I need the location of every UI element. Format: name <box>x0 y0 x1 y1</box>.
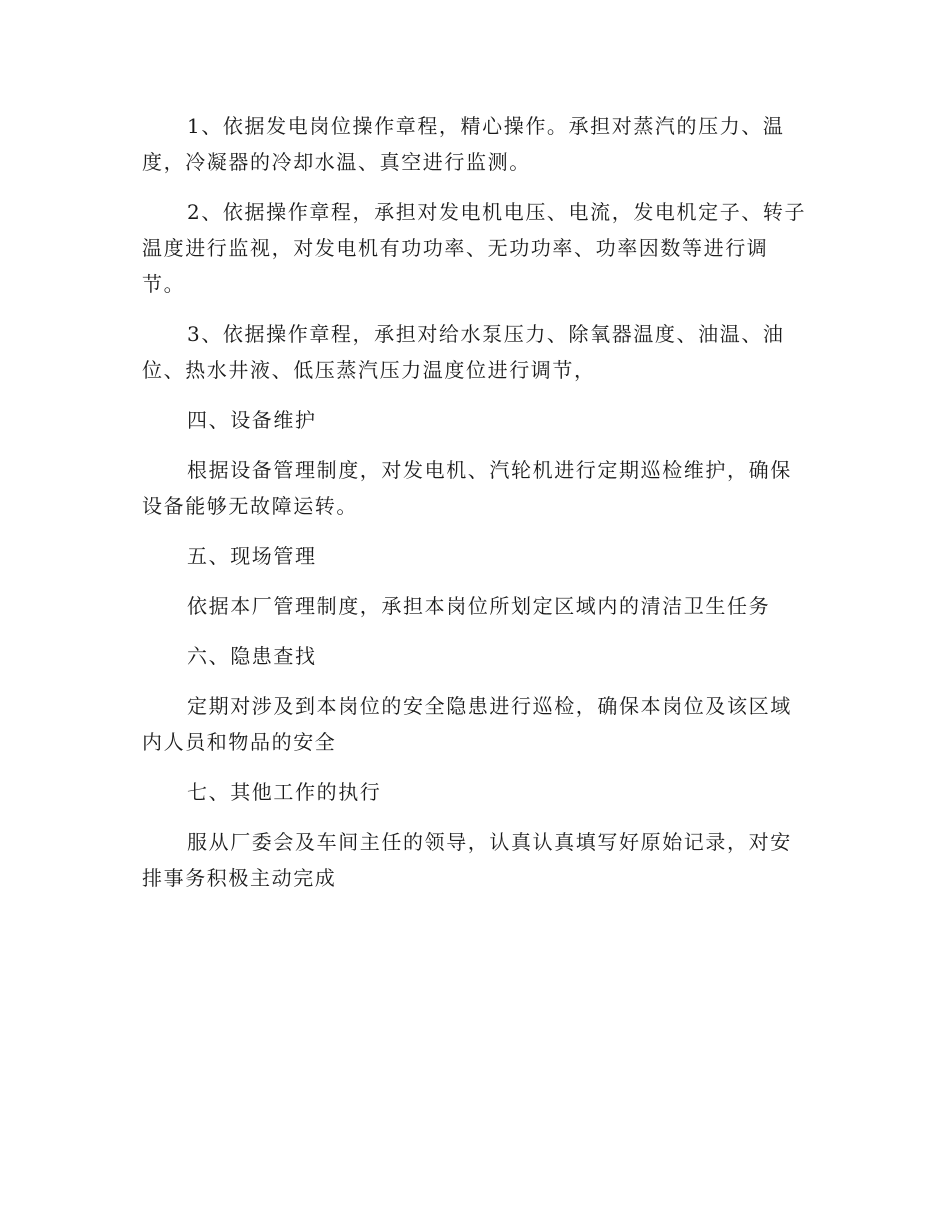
paragraph-equipment-maintenance: 根据设备管理制度，对发电机、汽轮机进行定期巡检维护，确保设备能够无故障运转。 <box>142 458 792 518</box>
paragraph-steam-monitoring: 1、依据发电岗位操作章程，精心操作。承担对蒸汽的压力、温度，冷凝器的冷却水温、真空进行监测。 <box>142 114 785 174</box>
paragraph-hazard-inspection: 定期对涉及到本岗位的安全隐患进行巡检，确保本岗位及该区域内人员和物品的安全 <box>142 694 792 754</box>
paragraph-pump-adjustment: 3、依据操作章程，承担对给水泵压力、除氧器温度、油温、油位、热水井液、低压蒸汽压力温度位进行调节， <box>142 322 785 382</box>
paragraph-generator-monitoring: 2、依据操作章程，承担对发电机电压、电流，发电机定子、转子温度进行监视，对发电机有功功率、无功功率、功率因数等进行调节。 <box>142 200 807 296</box>
section-heading-hazard-inspection: 六、隐患查找 <box>187 644 317 668</box>
document-body <box>142 108 810 910</box>
section-heading-site-management: 五、现场管理 <box>187 544 317 568</box>
section-heading-other-duties: 七、其他工作的执行 <box>187 780 382 804</box>
section-heading-equipment-maintenance: 四、设备维护 <box>187 408 317 432</box>
paragraph-site-management: 依据本厂管理制度，承担本岗位所划定区域内的清洁卫生任务 <box>187 594 771 618</box>
paragraph-other-duties: 服从厂委会及车间主任的领导，认真认真填写好原始记录，对安排事务积极主动完成 <box>142 830 792 890</box>
